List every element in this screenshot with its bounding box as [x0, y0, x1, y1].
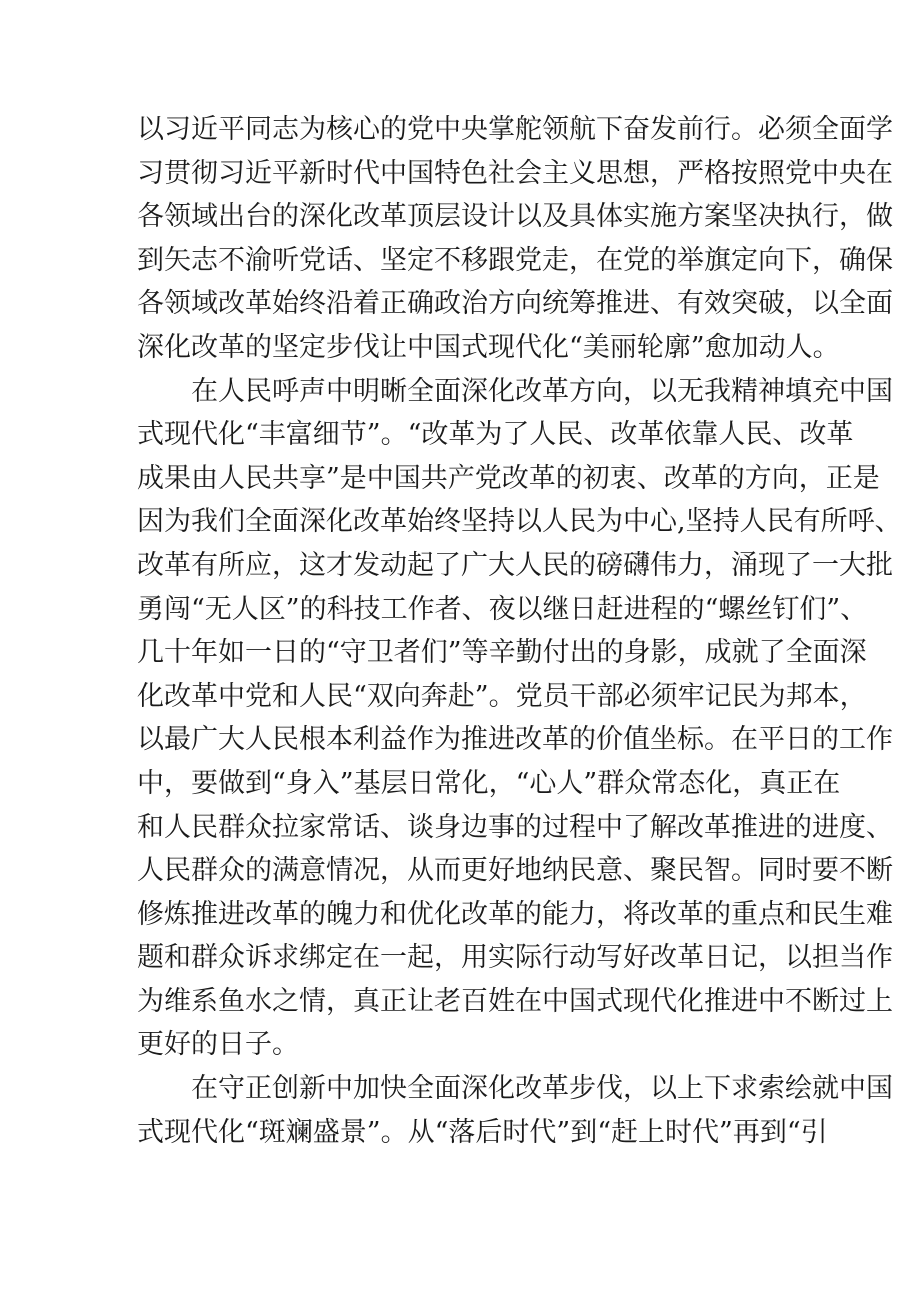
text-line: 和人民群众拉家常话、谈身边事的过程中了解改革推进的进度、: [137, 811, 893, 843]
text-line: 题和群众诉求绑定在一起，用实际行动写好改革日记，以担当作: [137, 942, 893, 974]
text-line: 勇闯“无人区”的科技工作者、夜以继日赶进程的“螺丝钉们”、: [137, 593, 868, 625]
text-line: 习贯彻习近平新时代中国特色社会主义思想，严格按照党中央在: [137, 157, 893, 189]
text-line: 化改革中党和人民“双向奔赴”。党员干部必须牢记民为邦本，: [137, 680, 867, 712]
text-line: 成果由人民共享”是中国共产党改革的初衷、改革的方向，正是: [137, 462, 880, 494]
text-line: 各领域改革始终沿着正确政治方向统筹推进、有效突破，以全面: [137, 288, 893, 320]
text-line: 式现代化“丰富细节”。“改革为了人民、改革依靠人民、改革: [137, 419, 854, 451]
text-line: 修炼推进改革的魄力和优化改革的能力，将改革的重点和民生难: [137, 898, 893, 930]
text-line: 在人民呼声中明晰全面深化改革方向，以无我精神填充中国: [191, 375, 893, 407]
text-line: 深化改革的坚定步伐让中国式现代化“美丽轮廓”愈加动人。: [137, 331, 840, 363]
text-line: 到矢志不渝听党话、坚定不移跟党走，在党的举旗定向下，确保: [137, 244, 893, 276]
text-line: 改革有所应，这才发动起了广大人民的磅礴伟力，涌现了一大批: [137, 549, 893, 581]
text-line: 在守正创新中加快全面深化改革步伐，以上下求索绘就中国: [191, 1073, 893, 1105]
text-line: 几十年如一日的“守卫者们”等辛勤付出的身影，成就了全面深: [137, 637, 867, 669]
text-line: 更好的日子。: [137, 1029, 299, 1061]
text-line: 以最广大人民根本利益作为推进改革的价值坐标。在平日的工作: [137, 724, 893, 756]
body-text: [137, 108, 902, 1154]
text-line: 人民群众的满意情况，从而更好地纳民意、聚民智。同时要不断: [137, 855, 893, 887]
text-line: 以习近平同志为核心的党中央掌舵领航下奋发前行。必须全面学: [137, 114, 893, 145]
text-line: 中，要做到“身入”基层日常化，“心人”群众常态化，真正在: [137, 767, 841, 799]
text-line: 各领域出台的深化改革顶层设计以及具体实施方案坚决执行，做: [137, 201, 893, 233]
text-line: 为维系鱼水之情，真正让老百姓在中国式现代化推进中不断过上: [137, 985, 893, 1017]
text-line: 因为我们全面深化改革始终坚持以人民为中心,坚持人民有所呼、: [137, 506, 902, 538]
text-line: 式现代化“斑斓盛景”。从“落后时代”到“赶上时代”再到“引: [137, 1116, 828, 1148]
